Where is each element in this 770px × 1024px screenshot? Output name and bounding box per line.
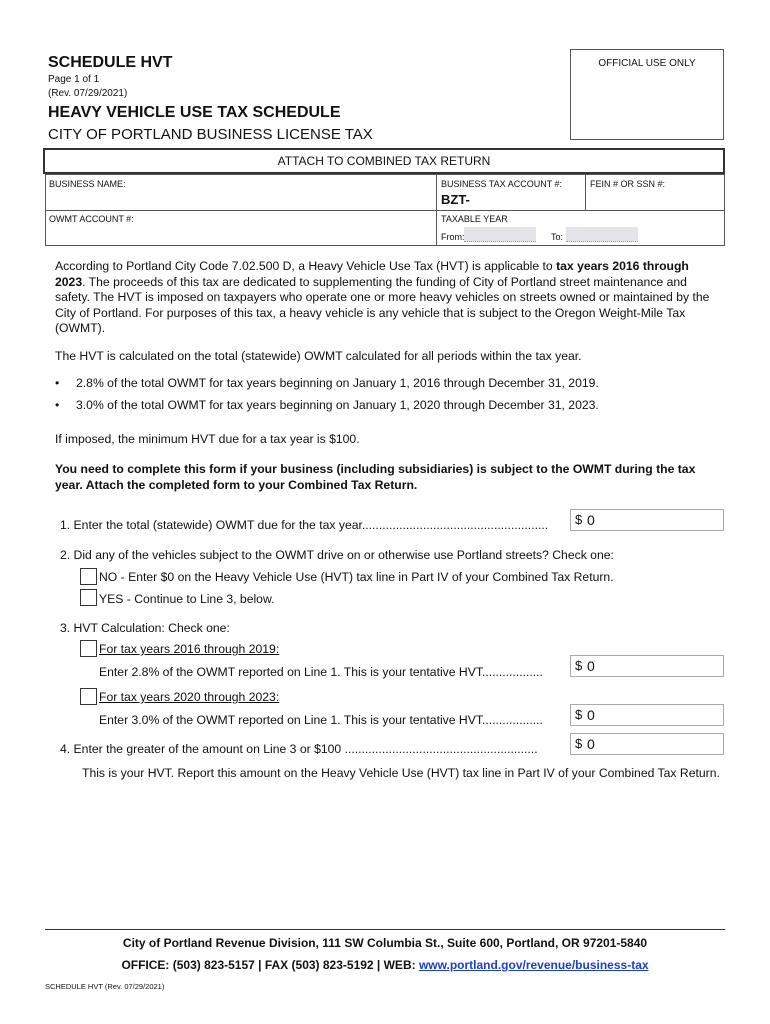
- dollar-sign: $: [575, 736, 583, 751]
- bullet-dot: •: [55, 376, 60, 390]
- grid-divider: [585, 174, 586, 210]
- footer-web-link[interactable]: www.portland.gov/revenue/business-tax: [418, 958, 649, 972]
- grid-divider: [436, 210, 725, 211]
- footer-address: City of Portland Revenue Division, 111 SW Columbia St., Suite 600, Portland, OR 97201-5840: [122, 936, 648, 950]
- line-1-amount-field[interactable]: [570, 509, 724, 531]
- business-tax-account-label: BUSINESS TAX ACCOUNT #:: [441, 179, 563, 189]
- line-4-note: This is your HVT. Report this amount on the Heavy Vehicle Use (HVT) tax line in Part IV of your Combined Tax Return.: [82, 766, 720, 780]
- line-4-value: 0: [587, 736, 595, 752]
- taxable-year-label: TAXABLE YEAR: [441, 214, 508, 224]
- schedule-title: SCHEDULE HVT: [48, 54, 173, 71]
- to-label: To:: [551, 232, 564, 242]
- subtitle: CITY OF PORTLAND BUSINESS LICENSE TAX: [48, 126, 373, 143]
- line-3-2016-value: 0: [587, 658, 595, 674]
- main-title: HEAVY VEHICLE USE TAX SCHEDULE: [48, 104, 341, 121]
- grid-divider: [45, 210, 436, 211]
- minimum-hvt-note: If imposed, the minimum HVT due for a tax year is $100.: [55, 432, 360, 446]
- rate-bullet-2016: 2.8% of the total OWMT for tax years beginning on January 1, 2016 through December 31, 2019.: [76, 376, 599, 390]
- taxable-year-from-field[interactable]: [464, 227, 536, 242]
- dollar-sign: $: [575, 658, 583, 673]
- revision-date: (Rev. 07/29/2021): [48, 88, 128, 99]
- official-use-box: [570, 49, 724, 140]
- official-use-label: OFFICIAL USE ONLY: [598, 58, 696, 69]
- footer-divider: [45, 929, 725, 930]
- line-3-2016-amount-field[interactable]: [570, 655, 724, 677]
- line-3-2020-value: 0: [587, 707, 595, 723]
- dollar-sign: $: [575, 512, 583, 527]
- taxable-year-to-field[interactable]: [566, 227, 638, 242]
- business-tax-account-field[interactable]: [441, 191, 581, 208]
- bzt-prefix: BZT-: [441, 192, 470, 207]
- footer-phone-fax: OFFICE: (503) 823-5157 | FAX (503) 823-5192 | WEB:: [121, 958, 419, 972]
- line-1-value: 0: [587, 512, 595, 528]
- instructions-bold: You need to complete this form if your business (including subsidiaries) is subject to the OWMT during the tax year. Attach the completed form to your Combined Tax Return.: [55, 462, 696, 492]
- rate-bullet-2020: 3.0% of the total OWMT for tax years beginning on January 1, 2020 through December 31, 2023.: [76, 398, 599, 412]
- line-2-no-label: NO - Enter $0 on the Heavy Vehicle Use (HVT) tax line in Part IV of your Combined Tax Return.: [99, 570, 614, 584]
- line-3-2020-title: For tax years 2020 through 2023:: [99, 690, 280, 704]
- line-3-2020-text: Enter 3.0% of the OWMT reported on Line 1. This is your tentative HVT..................: [99, 713, 543, 727]
- bullet-dot: •: [55, 398, 60, 412]
- attach-banner: [43, 148, 725, 174]
- line-3-label: 3. HVT Calculation: Check one:: [60, 621, 230, 635]
- attach-banner-text: ATTACH TO COMBINED TAX RETURN: [277, 154, 491, 168]
- intro-bold-years: tax years 2016 through 2023: [55, 259, 689, 289]
- line-2-label: 2. Did any of the vehicles subject to the OWMT drive on or otherwise use Portland streets? Check one:: [60, 548, 614, 562]
- footer-corner-label: SCHEDULE HVT (Rev. 07/29/2021): [45, 982, 165, 991]
- page-indicator: Page 1 of 1: [48, 74, 100, 85]
- fein-ssn-label: FEIN # OR SSN #:: [590, 179, 666, 189]
- line-4-amount-field[interactable]: [570, 733, 724, 755]
- footer-contact: [45, 958, 725, 972]
- line-2-no-checkbox[interactable]: [80, 568, 97, 585]
- intro-text: . The proceeds of this tax are dedicated to supplementing the funding of City of Portland street maintenance and safety. The HVT is imposed on taxpayers who operate one or more heavy vehicles on streets owned or maintained by the City of Portland. For purposes of this tax, a heavy vehicle is any vehicle that is subject to the Oregon Weight-Mile Tax (OWMT).: [55, 274, 710, 335]
- owmt-account-label: OWMT ACCOUNT #:: [49, 214, 134, 224]
- line-2-yes-label: YES - Continue to Line 3, below.: [99, 592, 275, 606]
- business-name-label: BUSINESS NAME:: [49, 179, 126, 189]
- line-1-label: 1. Enter the total (statewide) OWMT due for the tax year.......................................................: [60, 518, 549, 532]
- line-4-label: 4. Enter the greater of the amount on Line 3 or $100 .........................................................: [60, 742, 538, 756]
- from-label: From:: [441, 232, 465, 242]
- line-2-yes-checkbox[interactable]: [80, 589, 97, 606]
- line-3-2016-text: Enter 2.8% of the OWMT reported on Line 1. This is your tentative HVT..................: [99, 665, 543, 679]
- fein-ssn-field[interactable]: [590, 190, 722, 208]
- calculation-paragraph: The HVT is calculated on the total (statewide) OWMT calculated for all periods within the tax year.: [55, 349, 582, 363]
- owmt-account-field[interactable]: [49, 226, 432, 244]
- dollar-sign: $: [575, 707, 583, 722]
- line-3-2020-amount-field[interactable]: [570, 704, 724, 726]
- line-3-2016-checkbox[interactable]: [80, 640, 97, 657]
- line-3-2020-checkbox[interactable]: [80, 688, 97, 705]
- line-3-2016-title: For tax years 2016 through 2019:: [99, 642, 280, 656]
- intro-text: According to Portland City Code 7.02.500 D, a Heavy Vehicle Use Tax (HVT) is applicable to: [55, 259, 557, 273]
- intro-paragraph: [55, 259, 717, 337]
- business-name-field[interactable]: [49, 190, 432, 208]
